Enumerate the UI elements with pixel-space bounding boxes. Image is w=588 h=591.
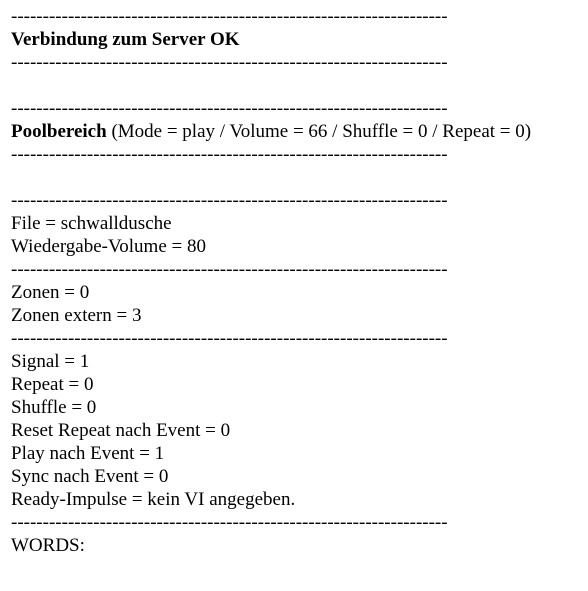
- shuffle-value: Shuffle = 0: [11, 397, 97, 418]
- sync-after-event-value: Sync nach Event = 0: [11, 466, 169, 487]
- play-after-event-value: Play nach Event = 1: [11, 443, 165, 464]
- pool-details: (Mode = play / Volume = 66 / Shuffle = 0 / Repeat = 0): [106, 121, 532, 142]
- repeat-value: Repeat = 0: [11, 374, 94, 395]
- pool-label: Poolbereich: [11, 121, 107, 142]
- separator-line: ---------------------------------------------------------------------: [11, 259, 448, 280]
- separator-line: ---------------------------------------------------------------------: [11, 190, 448, 211]
- signal-value: Signal = 1: [11, 351, 90, 372]
- separator-line: ---------------------------------------------------------------------: [11, 144, 448, 165]
- separator-line: ---------------------------------------------------------------------: [11, 512, 448, 533]
- words-label: WORDS:: [11, 535, 85, 556]
- zones-value: Zonen = 0: [11, 282, 90, 303]
- zones-external-value: Zonen extern = 3: [11, 305, 142, 326]
- separator-line: ---------------------------------------------------------------------: [11, 6, 448, 27]
- separator-line: ---------------------------------------------------------------------: [11, 328, 448, 349]
- ready-impulse-value: Ready-Impulse = kein VI angegeben.: [11, 489, 296, 510]
- separator-line: ---------------------------------------------------------------------: [11, 52, 448, 73]
- reset-repeat-value: Reset Repeat nach Event = 0: [11, 420, 231, 441]
- playback-volume-value: Wiedergabe-Volume = 80: [11, 236, 206, 257]
- file-value: File = schwalldusche: [11, 213, 172, 234]
- connection-status: Verbindung zum Server OK: [11, 29, 240, 50]
- pool-info: [11, 120, 531, 143]
- separator-line: ---------------------------------------------------------------------: [11, 98, 448, 119]
